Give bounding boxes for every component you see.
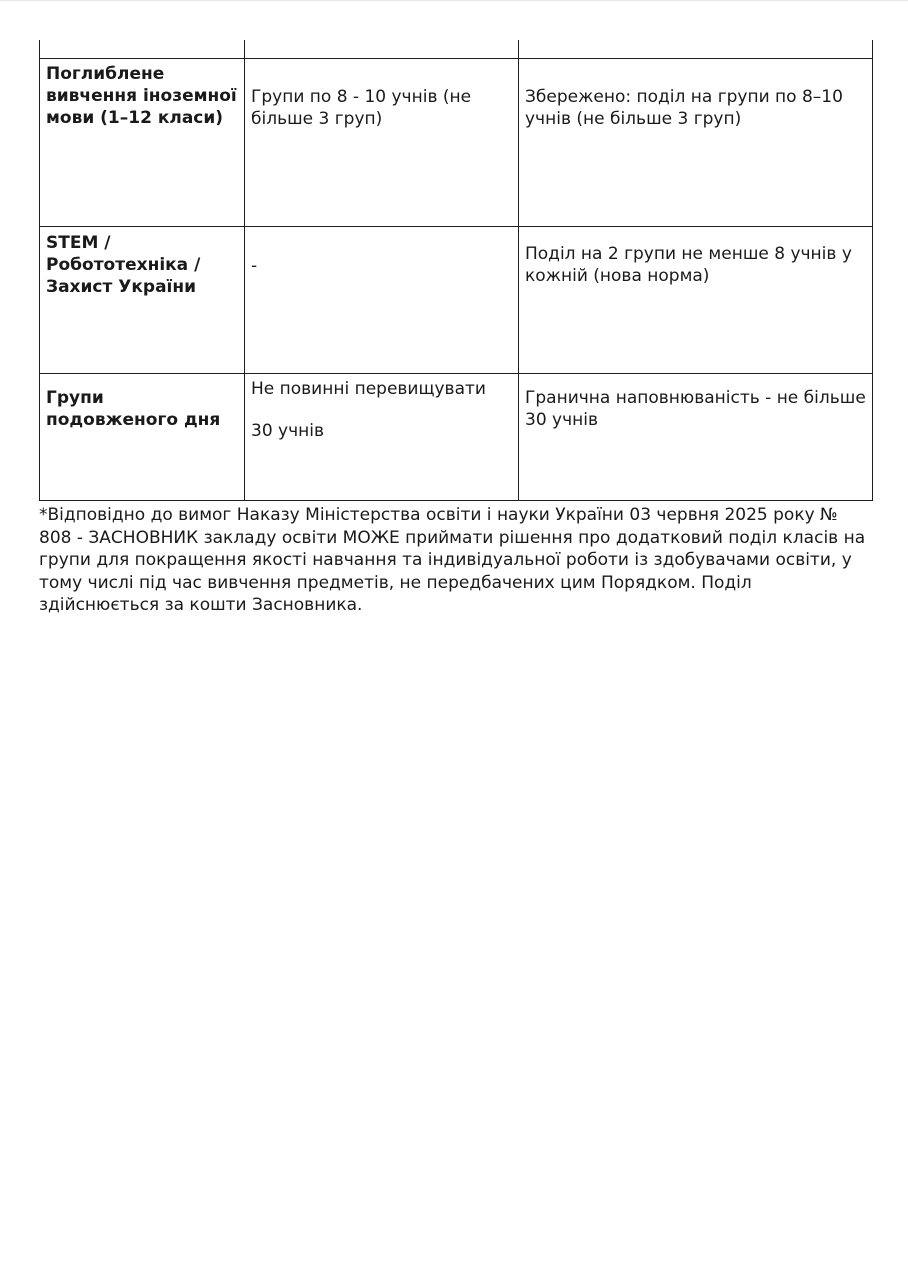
subject-text: Поглиблене вивчення іноземної мови (1–12 класи) [46,64,237,128]
previous-rule-cell [245,59,519,227]
subject-text: Групи подовженого дня [46,388,221,430]
table-row [40,227,873,374]
previous-rule-text: Не повинні перевищувати [251,379,486,399]
previous-rule-text-line2: 30 учнів [251,421,324,441]
subject-cell [40,59,245,227]
table-row [40,59,873,227]
subject-cell [40,227,245,374]
group-division-table [39,40,872,501]
previous-rule-cell [245,227,519,374]
previous-rule-text: - [251,256,258,276]
footnote: *Відповідно до вимог Наказу Міністерства освіти і науки України 03 червня 2025 року № 808 - ЗАСНОВНИК закладу освіти МОЖЕ приймати рішення про додатковий поділ класів на групи для покращення якості навчання та індивідуальної роботи із здобувачами освіти, у тому числі під час вивчення предметів, не передбачених цим Порядком. Поділ здійснюється за кошти Засновника. [39,505,866,615]
subject-cell [40,374,245,501]
current-rule-cell [519,374,873,501]
current-rule-text: Поділ на 2 групи не менше 8 учнів у кожній (нова норма) [525,244,852,286]
table-row-continuation [40,40,873,59]
previous-rule-cell [245,374,519,501]
previous-rule-text: Групи по 8 - 10 учнів (не більше 3 груп) [251,87,472,129]
subject-text: STEM / Робототехніка / Захист України [46,233,201,297]
current-rule-cell [519,227,873,374]
table-row [40,374,873,501]
page-top-edge [0,0,908,1]
current-rule-text: Збережено: поділ на групи по 8–10 учнів (не більше 3 груп) [525,87,843,129]
current-rule-text: Гранична наповнюваність - не більше 30 учнів [525,388,866,430]
current-rule-cell [519,59,873,227]
